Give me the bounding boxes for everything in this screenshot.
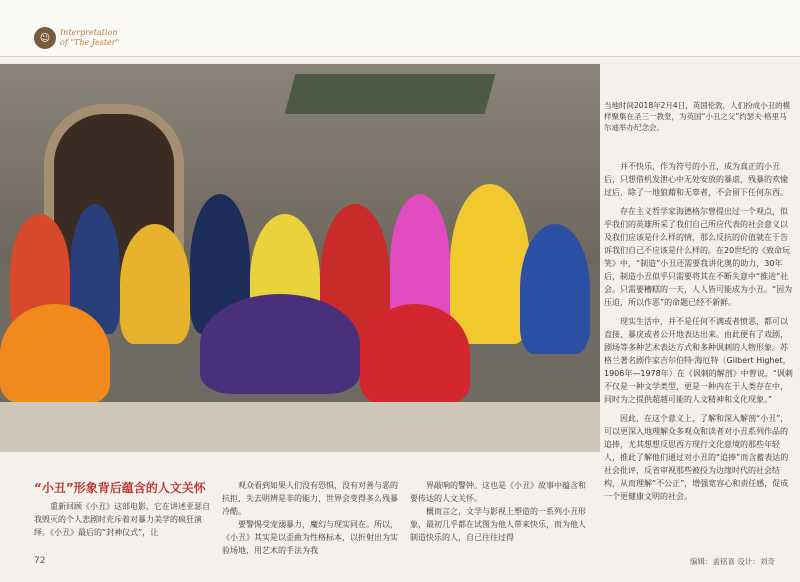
credit-line: 编辑：盖铭喜 设计：刘奇 bbox=[690, 557, 775, 566]
column-2-text: 观众看到如果人们没有恐惧，没有对善与恶的抗拒，失去明辨是非的能力，世界会变得多么残暴冷酷。 bbox=[222, 481, 398, 516]
right-paragraph: 因此，在这个意义上，了解和深入解剖“小丑”，可以更深入地理解众多观众和读者对小丑系列作品的追捧，尤其想想反思西方现行文化意境的那些年轻人，推此了解他们通过对小丑的“追捧”而含蓄表达的社会批评，反省审视那些被投为边缘时代的社会结构，从而理解“不公正”，增强宽容心和责任感，促成一个更健康文明的社会。 bbox=[604, 414, 789, 501]
column-3 bbox=[410, 479, 590, 544]
column-1 bbox=[34, 500, 214, 539]
section-title-line2: of "The Jester" bbox=[60, 38, 120, 47]
column-2 bbox=[222, 479, 400, 557]
column-3b-text: 概而言之，文学与影视上塑造的一系列小丑形象，最初几乎都在试图为他人带来快乐，而为他人制造快乐的人，自己往往过得 bbox=[410, 507, 586, 542]
jester-logo-icon: ☺ bbox=[34, 27, 56, 49]
section-title-line1: Interpretation bbox=[60, 28, 118, 37]
church-roof bbox=[285, 74, 496, 114]
column-2b-text: 要警惕受宠溺暴力，魔幻与现实同在。所以，《小丑》其实是以歪曲为性格标本，以折射出为实验场地，用艺术的手法为我 bbox=[222, 520, 398, 555]
column-1-text: 重新回顾《小丑》这部电影，它在讲述亚瑟自我毁灭的个人悲剧时充斥着对暴力美学的疯狂演绎。《小丑》最后的“封神仪式”，让 bbox=[34, 502, 210, 537]
right-paragraph: 存在主义哲学家海德格尔曾提出过一个观点，似乎我们的英雄所采了我们自己所应代表的社会意义以及我们应该是什么样的情，那么反抗的价值就在于告诉我们自己不应该是什么样的。在20世纪的《致命玩笑》中，“制造”小丑还需要我讲化奥的助力，30年后，制造小丑似乎只需要将其在不断失意中“推进”社会。只需要糟糕的一天，人人皆可能成为小丑。“因为压迫，所以作恶”的命题已经不新鲜。 bbox=[604, 207, 793, 307]
right-column bbox=[604, 160, 794, 509]
right-paragraph: 并不快乐，作为符号的小丑，成为真正的小丑后，只想借机发泄心中无处安放的暴虐，残暴的欢愉过后，除了一地狼藉和无辜者，不会留下任何东西。 bbox=[604, 162, 788, 197]
clown-crowd bbox=[0, 184, 600, 414]
page-header bbox=[0, 0, 800, 57]
right-paragraph: 现实生活中，并不是任何不满或者愤恶，都可以直接、暴戾或者公开地表达出来。由此便有了戏剧，剧场等多种艺术表达方式和多种讽刺的人物形象。苏格兰著名剧作家吉尔伯特·海厄特（Gilbert Highet，1906年—1978年）在《讽刺的解剖》中曾说，“讽刺不仅是一种文学类型，更是一种内在于人类存在中，同时为之提供超越可能的人文精神和文化现象。” bbox=[604, 317, 793, 404]
page-number: 72 bbox=[34, 556, 46, 566]
section-title bbox=[60, 28, 119, 48]
article-subtitle: “小丑”形象背后蕴含的人文关怀 bbox=[34, 481, 206, 495]
photo-caption: 当地时间2018年2月4日，英国伦敦，人们扮成小丑的模样聚集在圣三一教堂，为英国“小丑之父”约瑟夫·格里马尔迪举办纪念会。 bbox=[604, 101, 791, 132]
pavement bbox=[0, 402, 600, 452]
column-3-text: 界敲响的警钟。这也是《小丑》故事中蕴含和要传达的人文关怀。 bbox=[410, 481, 586, 503]
clown-crowd-photo bbox=[0, 64, 600, 452]
